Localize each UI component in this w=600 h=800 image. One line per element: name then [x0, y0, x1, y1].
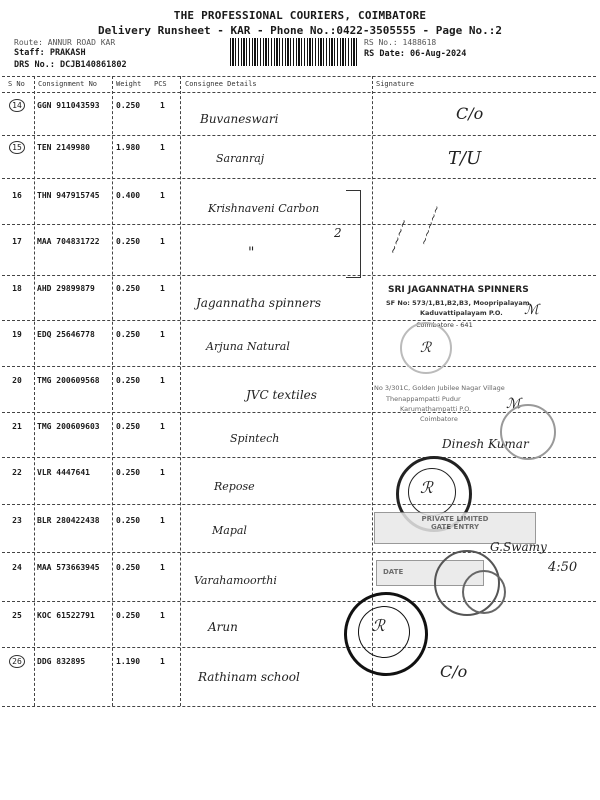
drs-number: DRS No.: DCJB140861802	[14, 60, 127, 70]
table-row	[8, 143, 26, 152]
row-rule	[2, 601, 596, 602]
table-row	[8, 611, 26, 620]
signature-scribble: G.Swamy	[490, 540, 547, 554]
consignment-no: KOC 61522791	[37, 611, 95, 620]
weight: 0.250	[116, 376, 141, 385]
signature-scribble: ℛ	[420, 340, 432, 356]
weight: 0.250	[116, 563, 141, 572]
weight: 1.190	[116, 657, 141, 666]
round-stamp	[500, 404, 556, 460]
row-sno: 24	[12, 563, 22, 572]
signature-scribble: ℳ	[524, 302, 539, 318]
signature-text: Dinesh Kumar	[442, 437, 529, 451]
col-header-consignment: Consignment No	[38, 80, 98, 88]
signature-text: C/o	[440, 662, 468, 681]
consignee-handwritten: Jagannatha spinners	[196, 296, 322, 310]
row-rule	[2, 275, 596, 276]
row-sno: 22	[12, 468, 22, 477]
table-row	[8, 468, 26, 477]
weight: 0.250	[116, 237, 141, 246]
consignee-handwritten: Mapal	[212, 524, 247, 537]
weight: 0.250	[116, 330, 141, 339]
row-sno: 20	[12, 376, 22, 385]
company-stamp-name: SRI JAGANNATHA SPINNERS	[388, 285, 529, 295]
date-stamp-label: DATE	[383, 568, 404, 576]
weight: 0.250	[116, 516, 141, 525]
signature-scribble: ℛ	[372, 616, 385, 635]
pcs: 1	[160, 284, 165, 293]
consignment-no: VLR 4447641	[37, 468, 90, 477]
consignment-no: THN 947915745	[37, 191, 100, 200]
signature-scribble: ~~~~~	[418, 203, 444, 248]
company-stamp-address: No 3/301C, Golden Jubilee Nagar Village	[374, 384, 505, 392]
header-bottom-rule	[2, 92, 596, 93]
consignee-handwritten: Repose	[214, 480, 255, 493]
signature-text: T/U	[448, 148, 482, 169]
pcs: 1	[160, 237, 165, 246]
table-row	[8, 330, 26, 339]
company-stamp-city: Coimbatore	[420, 415, 458, 423]
col-header-pcs: PCS	[154, 80, 167, 88]
header-top-rule	[2, 76, 596, 77]
consignment-no: EDQ 25646778	[37, 330, 95, 339]
rs-number: RS No.: 1488618	[364, 38, 437, 47]
consignment-no: BLR 280422438	[37, 516, 100, 525]
consignment-no: TMG 200609568	[37, 376, 100, 385]
row-rule	[2, 178, 596, 179]
consignment-no: MAA 573663945	[37, 563, 100, 572]
col-header-consignee: Consignee Details	[185, 80, 257, 88]
col-rule	[34, 76, 35, 706]
weight: 0.250	[116, 284, 141, 293]
col-rule	[180, 76, 181, 706]
table-row	[8, 284, 26, 293]
row-sno: 25	[12, 611, 22, 620]
consignment-no: GGN 911043593	[37, 101, 100, 110]
company-stamp-city: Kaduvattipalayam P.O.	[420, 309, 503, 317]
consignee-handwritten: JVC textiles	[246, 388, 317, 402]
route-label: Route: ANNUR ROAD KAR	[14, 38, 116, 47]
row-sno: 26	[9, 655, 25, 668]
pcs: 1	[160, 422, 165, 431]
company-stamp-address: Thenappampatti Pudur	[386, 395, 461, 403]
table-row	[8, 563, 26, 572]
weight: 0.400	[116, 191, 141, 200]
pcs: 1	[160, 101, 165, 110]
consignment-no: TEN 2149980	[37, 143, 90, 152]
pcs: 1	[160, 468, 165, 477]
consignee-handwritten: Varahamoorthi	[194, 574, 277, 587]
group-bracket	[346, 190, 361, 278]
table-row	[8, 657, 26, 666]
row-rule	[2, 504, 596, 505]
row-sno: 18	[12, 284, 22, 293]
table-row	[8, 101, 26, 110]
table-row	[8, 422, 26, 431]
gate-stamp-line2: GATE ENTRY	[430, 523, 480, 531]
row-rule	[2, 647, 596, 648]
weight: 0.250	[116, 611, 141, 620]
pcs: 1	[160, 516, 165, 525]
pcs: 1	[160, 330, 165, 339]
row-rule	[2, 224, 596, 225]
consignee-handwritten: Krishnaveni Carbon	[208, 202, 320, 215]
row-sno: 21	[12, 422, 22, 431]
barcode	[230, 38, 358, 66]
weight: 1.980	[116, 143, 141, 152]
col-header-sno: S No	[8, 80, 25, 88]
consignee-handwritten: Arun	[208, 620, 238, 634]
rs-date: RS Date: 06-Aug-2024	[364, 49, 467, 59]
row-rule	[2, 135, 596, 136]
row-sno: 16	[12, 191, 22, 200]
company-stamp-address: SF No: 573/1,B1,B2,B3, Moopripalayam	[386, 299, 530, 307]
staff-label: Staff: PRAKASH	[14, 48, 86, 58]
signature-scribble: ℳ	[506, 396, 521, 412]
company-title: THE PROFESSIONAL COURIERS, COIMBATORE	[173, 9, 427, 22]
row-sno: 19	[12, 330, 22, 339]
row-rule	[2, 457, 596, 458]
pcs: 1	[160, 563, 165, 572]
row-sno: 14	[9, 99, 25, 112]
consignee-ditto: "	[248, 245, 255, 261]
pcs: 1	[160, 611, 165, 620]
table-row	[8, 516, 26, 525]
row-rule	[2, 320, 596, 321]
consignment-no: AHD 29899879	[37, 284, 95, 293]
row-sno: 15	[9, 141, 25, 154]
signature-scribble: ~~~~	[386, 216, 411, 257]
signature-time: 4:50	[548, 560, 578, 575]
round-stamp	[462, 570, 506, 614]
signature-text: C/o	[456, 104, 484, 123]
consignee-handwritten: Buvaneswari	[200, 112, 279, 126]
signature-scribble: ℛ	[420, 478, 433, 497]
pcs: 1	[160, 376, 165, 385]
consignee-handwritten: Saranraj	[216, 152, 265, 165]
row-rule	[2, 706, 596, 707]
table-row	[8, 376, 26, 385]
row-sno: 17	[12, 237, 22, 246]
table-row	[8, 237, 26, 246]
col-rule	[112, 76, 113, 706]
consignment-no: MAA 704831722	[37, 237, 100, 246]
table-row	[8, 191, 26, 200]
runsheet-title: Delivery Runsheet - KAR - Phone No.:0422-3505555 - Page No.:2	[98, 24, 502, 37]
consignment-no: DDG 832895	[37, 657, 86, 666]
row-rule	[2, 366, 596, 367]
pcs: 1	[160, 191, 165, 200]
col-header-weight: Weight	[116, 80, 142, 88]
row-sno: 23	[12, 516, 22, 525]
pcs: 1	[160, 657, 165, 666]
weight: 0.250	[116, 101, 141, 110]
weight: 0.250	[116, 468, 141, 477]
consignee-handwritten: Rathinam school	[198, 670, 300, 684]
company-stamp-address: Karumathampatti P.O.	[400, 405, 472, 413]
consignment-no: TMG 200609603	[37, 422, 100, 431]
consignee-handwritten: Arjuna Natural	[206, 340, 290, 353]
company-stamp-city2: Coimbatore - 641	[416, 321, 473, 329]
consignee-handwritten: Spintech	[230, 432, 280, 445]
weight: 0.250	[116, 422, 141, 431]
gate-stamp-line1: PRIVATE LIMITED	[421, 515, 489, 523]
bracket-number: 2	[334, 226, 342, 240]
col-header-signature: Signature	[376, 80, 414, 88]
pcs: 1	[160, 143, 165, 152]
